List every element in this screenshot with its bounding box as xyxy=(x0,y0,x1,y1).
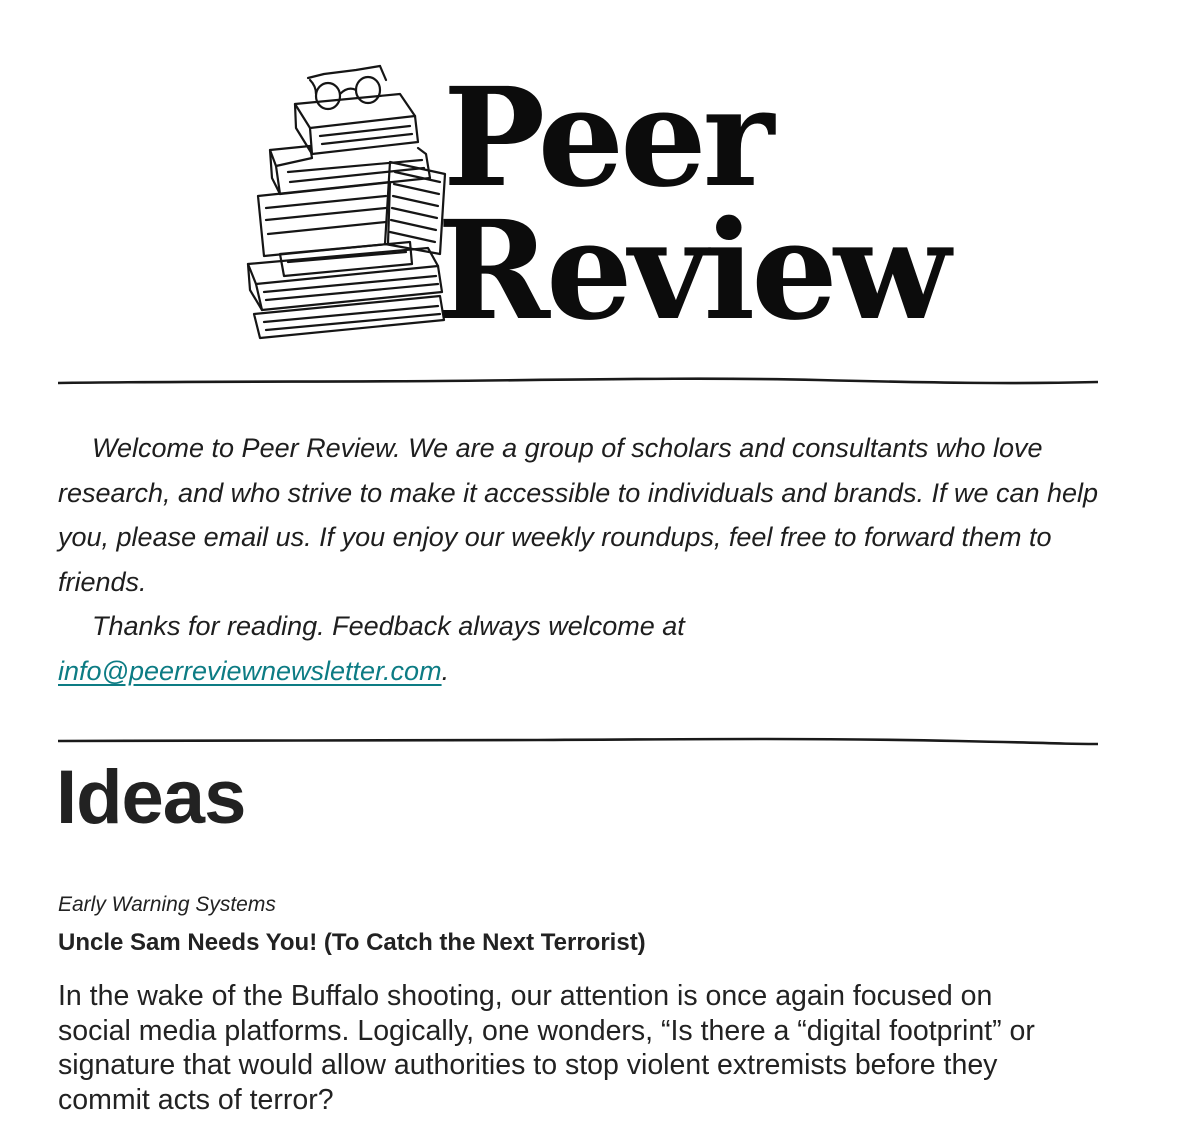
divider xyxy=(58,375,1098,387)
newsletter-title-line2: Review xyxy=(437,191,947,351)
article-headline[interactable]: Uncle Sam Needs You! (To Catch the Next Terrorist) xyxy=(58,929,646,956)
newsletter-title-line1: Peer xyxy=(443,58,771,218)
masthead xyxy=(230,40,947,351)
thanks-text: Thanks for reading. Feedback always welcome at xyxy=(92,611,685,642)
intro-text xyxy=(58,426,1108,694)
period: . xyxy=(441,655,450,686)
intro-paragraph-welcome: Welcome to Peer Review. We are a group of scholars and consultants who love research, and who strive to make it accessible to individuals and brands. If we can help you, please email us. If you enjoy our weekly roundups, feel free to forward them to friends. xyxy=(58,433,1099,597)
article-kicker: Early Warning Systems xyxy=(58,893,276,916)
intro-paragraph-thanks xyxy=(58,604,1108,693)
email-link[interactable]: info@peerreviewnewsletter.com xyxy=(58,655,442,686)
book-stack-logo-icon xyxy=(240,58,455,348)
divider xyxy=(58,735,1098,747)
article-body: In the wake of the Buffalo shooting, our attention is once again focused on social media platforms. Logically, one wonders, “Is there a “digital footprint” or signature that would allow authorities to stop violent extremists before they commit acts of terror? xyxy=(58,980,1035,1116)
section-heading: Ideas xyxy=(56,755,246,840)
